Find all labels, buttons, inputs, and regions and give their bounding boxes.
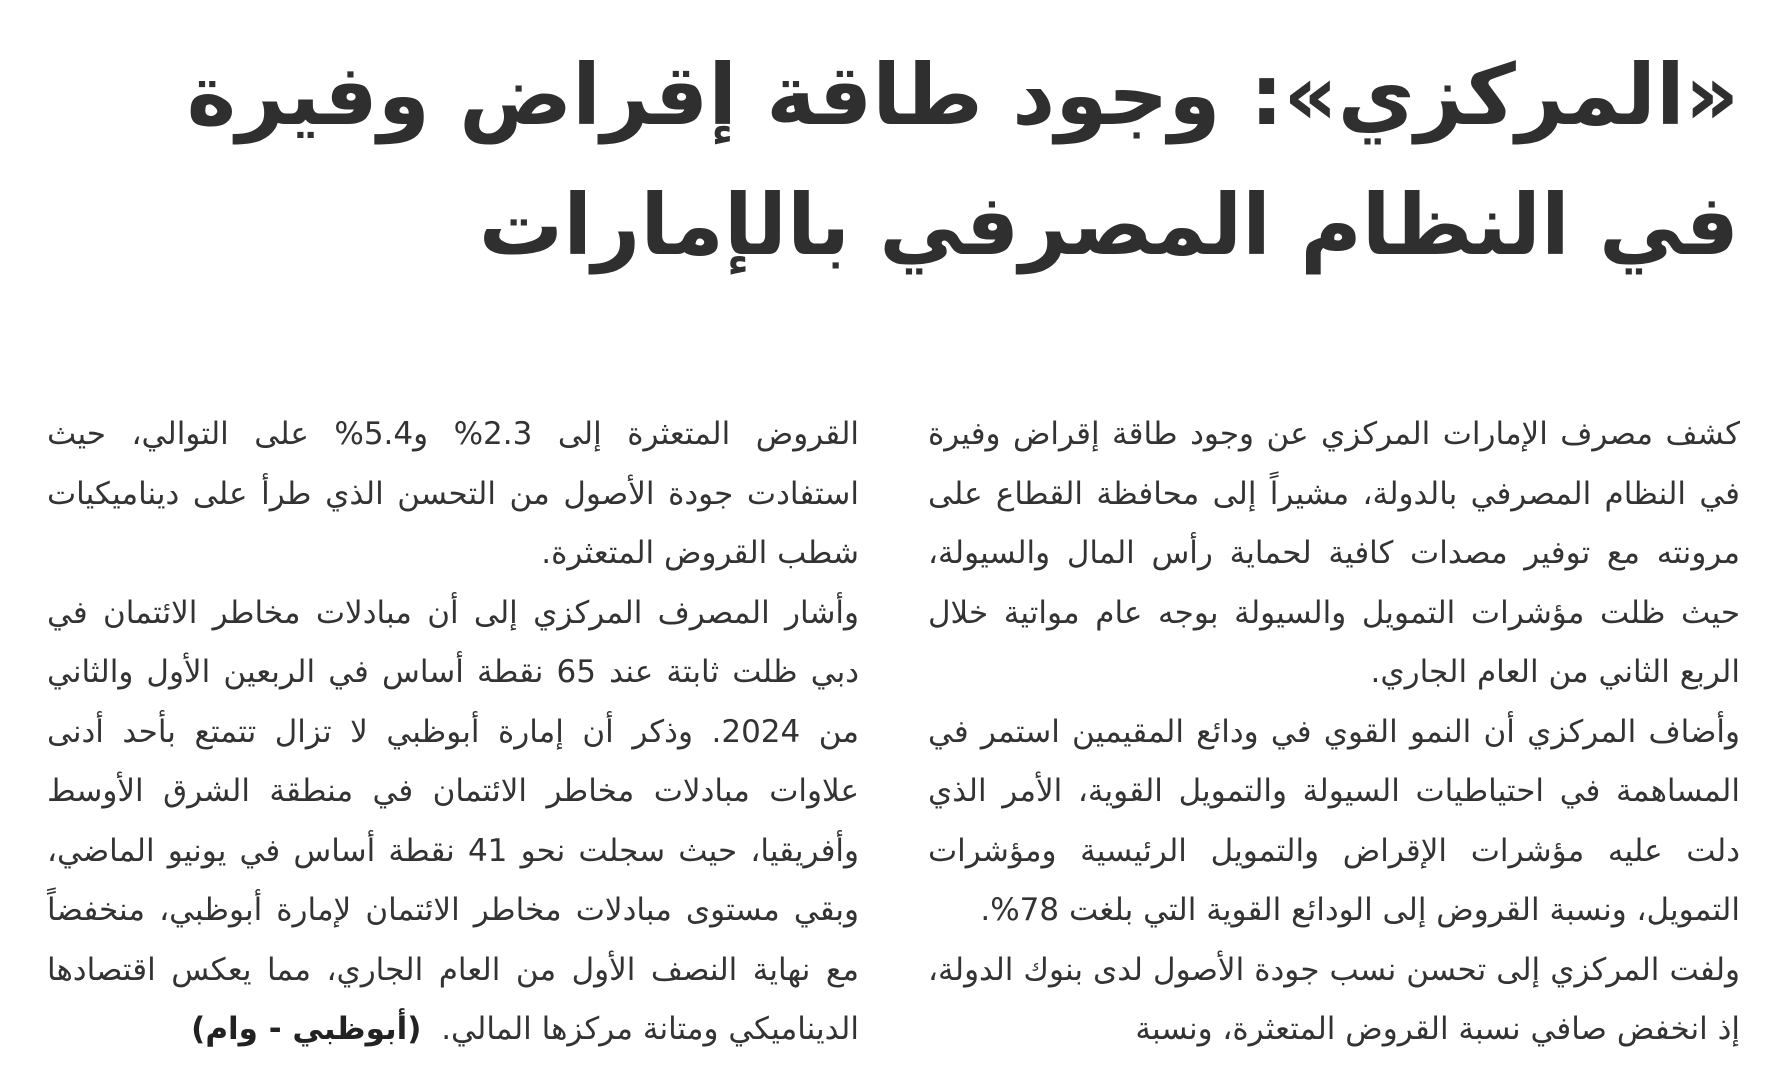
paragraph-4 bbox=[47, 584, 859, 1060]
headline-line-1: «المركزي»: وجود طاقة إقراض وفيرة bbox=[186, 46, 1739, 144]
headline-line-2: في النظام المصرفي بالإمارات bbox=[478, 176, 1739, 274]
article-column-right bbox=[928, 405, 1740, 1060]
article-column-left bbox=[47, 405, 859, 1060]
paragraph-1: كشف مصرف الإمارات المركزي عن وجود طاقة إقراض وفيرة في النظام المصرفي بالدولة، مشيراً إلى محافظة القطاع على مرونته مع توفير مصدات كافية لحماية رأس المال والسيولة، حيث ظلت مؤشرات التمويل والسيولة بوجه عام مواتية خلال الربع الثاني من العام الجاري. bbox=[928, 416, 1740, 690]
paragraph-3-start: ولفت المركزي إلى تحسن نسب جودة الأصول لدى بنوك الدولة، إذ انخفض صافي نسبة القروض المتعثرة، ونسبة bbox=[928, 951, 1740, 1047]
paragraph-3-continued: القروض المتعثرة إلى 2.3% و5.4% على التوالي، حيث استفادت جودة الأصول من التحسن الذي طرأ على ديناميكيات شطب القروض المتعثرة. bbox=[47, 416, 860, 571]
article-headline bbox=[79, 30, 1739, 290]
paragraph-4-text: وأشار المصرف المركزي إلى أن مبادلات مخاطر الائتمان في دبي ظلت ثابتة عند 65 نقطة أساس في الربعين الأول والثاني من 2024. وذكر أن إمارة أبوظبي لا تزال تتمتع بأحد أدنى علاوات مبادلات مخاطر الائتمان في منطقة الشرق الأوسط وأفريقيا، حيث سجلت نحو 41 نقطة أساس في يونيو الماضي، وبقي مستوى مبادلات مخاطر الائتمان لإمارة أبوظبي، منخفضاً مع نهاية النصف الأول من العام الجاري، مما يعكس اقتصادها الديناميكي ومتانة مركزها المالي. bbox=[47, 594, 859, 1047]
byline-signature: (أبوظبي - وام) bbox=[191, 1011, 422, 1047]
paragraph-2: وأضاف المركزي أن النمو القوي في ودائع المقيمين استمر في المساهمة في احتياطيات السيولة والتمويل القوية، الأمر الذي دلت عليه مؤشرات الإقراض والتمويل الرئيسية ومؤشرات التمويل، ونسبة القروض إلى الودائع القوية التي بلغت 78%. bbox=[928, 713, 1740, 928]
